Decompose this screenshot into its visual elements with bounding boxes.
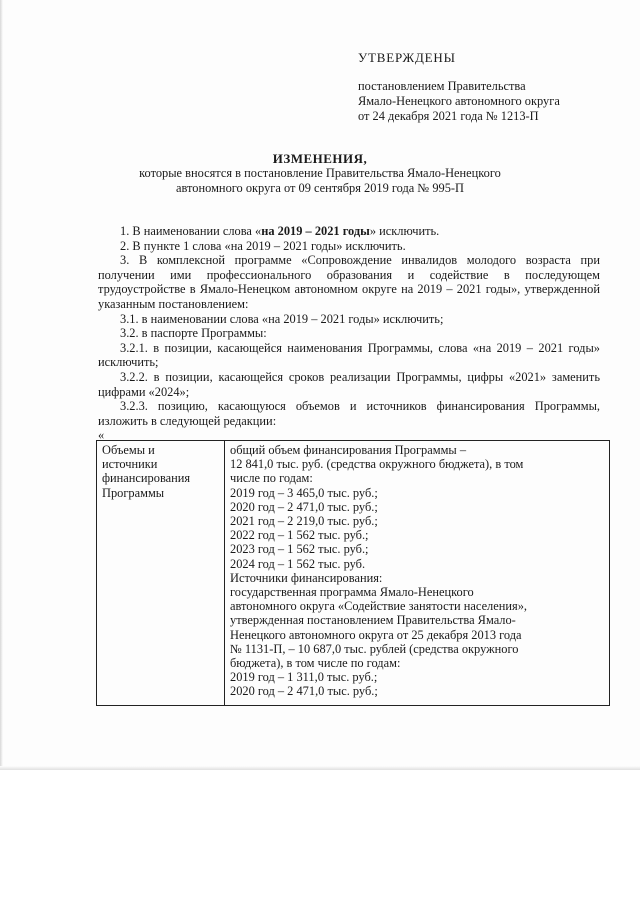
content-line: 2022 год – 1 562 тыс. руб.;: [230, 528, 369, 543]
approval-block: [358, 50, 628, 124]
document-title: ИЗМЕНЕНИЯ,: [272, 151, 368, 166]
financing-table: [96, 440, 610, 706]
content-line: бюджета), в том числе по годам:: [230, 656, 401, 671]
quote-open-mark: «: [98, 428, 105, 443]
content-line: 12 841,0 тыс. руб. (средства окружного бюджета), в том: [230, 457, 524, 472]
label-line: источники: [102, 457, 158, 472]
label-line: Программы: [102, 485, 165, 500]
content-line: общий объем финансирования Программы –: [230, 443, 467, 457]
approval-line: постановлением Правительства: [358, 79, 526, 93]
content-line: 2021 год – 2 219,0 тыс. руб.;: [230, 514, 378, 529]
item-2: 2. В пункте 1 слова «на 2019 – 2021 годы» исключить.: [120, 238, 406, 253]
content-line: № 1131-П, – 10 687,0 тыс. рублей (средства окружного: [230, 641, 519, 656]
subtitle-line: которые вносятся в постановление Правительства Ямало-Ненецкого: [139, 166, 501, 180]
content-line: автономного округа «Содействие занятости населения»,: [230, 599, 527, 614]
content-line: числе по годам:: [230, 471, 313, 486]
content-line: 2019 год – 3 465,0 тыс. руб.;: [230, 485, 378, 500]
item-3-2-2: 3.2.2. в позиции, касающейся сроков реализации Программы, цифры «2021» заменить цифрами «2024»;: [98, 369, 600, 399]
label-line: Объемы и: [102, 443, 155, 457]
item-1: [98, 224, 600, 239]
approval-heading: УТВЕРЖДЕНЫ: [358, 50, 456, 65]
approval-line: Ямало-Ненецкого автономного округа: [358, 94, 560, 108]
item-1-post: » исключить.: [369, 224, 440, 238]
content-line: 2024 год – 1 562 тыс. руб.: [230, 556, 366, 571]
content-line: утвержденная постановлением Правительства Ямало-: [230, 613, 516, 628]
content-line: 2023 год – 1 562 тыс. руб.;: [230, 542, 369, 557]
scan-edge-left: [0, 0, 3, 770]
content-line: 2020 год – 2 471,0 тыс. руб.;: [230, 499, 378, 514]
item-1-pre: 1. В наименовании слова «: [120, 224, 262, 238]
document-subtitle: [100, 166, 540, 196]
financing-label-cell: [97, 441, 225, 706]
content-line: 2019 год – 1 311,0 тыс. руб.;: [230, 670, 378, 685]
approval-line: от 24 декабря 2021 года № 1213-П: [358, 109, 539, 123]
item-3: 3. В комплексной программе «Сопровождение инвалидов молодого возраста при получении ими профессионального образования и содействие в последующем трудоустройстве в Ямало-Ненецком автономном округе на 2019 – 2021 годы», утвержденной указанным постановлением:: [98, 253, 600, 311]
content-line: государственная программа Ямало-Ненецкого: [230, 585, 474, 600]
table-row: [97, 441, 610, 706]
item-3-1: 3.1. в наименовании слова «на 2019 – 2021 годы» исключить;: [120, 311, 444, 326]
item-1-bold: на 2019 – 2021 годы: [261, 224, 370, 238]
label-line: финансирования: [102, 471, 191, 486]
item-3-2: 3.2. в паспорте Программы:: [120, 326, 267, 341]
content-line: 2020 год – 2 471,0 тыс. руб.;: [230, 684, 378, 699]
content-line: Источники финансирования:: [230, 570, 383, 585]
scan-edge-bottom: [0, 766, 640, 770]
financing-content-cell: [225, 441, 610, 706]
item-3-2-1: 3.2.1. в позиции, касающейся наименования Программы, слова «на 2019 – 2021 годы» исключить;: [98, 340, 600, 370]
content-line: Ненецкого автономного округа от 25 декабря 2013 года: [230, 627, 522, 642]
item-3-2-3: 3.2.3. позицию, касающуюся объемов и источников финансирования Программы, изложить в следующей редакции:: [98, 399, 600, 428]
subtitle-line: автономного округа от 09 сентября 2019 года № 995-П: [176, 181, 464, 195]
document-body: [98, 224, 600, 443]
